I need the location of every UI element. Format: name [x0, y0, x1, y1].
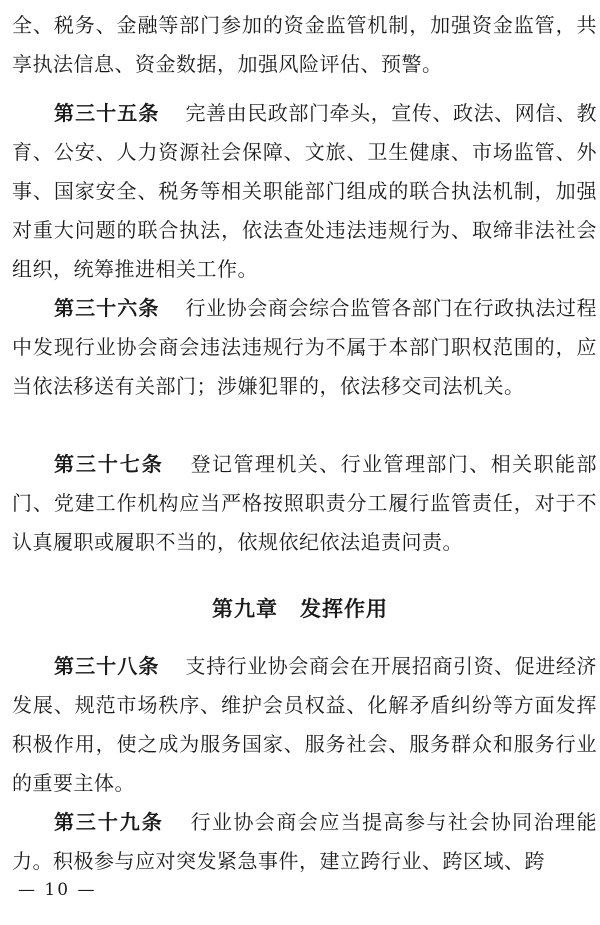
chapter-number: 第九章: [212, 597, 278, 621]
article-37: [12, 445, 597, 562]
article-number: 第三十七条: [54, 452, 164, 476]
continuation-paragraph: [12, 6, 597, 84]
article-number: 第三十八条: [54, 654, 160, 678]
article-text: 支持行业协会商会在开展招商引资、促进经济发展、规范市场秩序、维护会员权益、化解矛盾纠纷等方面发挥积极作用，使之成为服务国家、服务社会、服务群众和服务行业的重要主体。: [12, 654, 598, 795]
article-text: 完善由民政部门牵头，宣传、政法、网信、教育、公安、人力资源社会保障、文旅、卫生健康、市场监管、外事、国家安全、税务等相关职能部门组成的联合执法机制，加强对重大问题的联合执法，依法查处违法违规行为、取缔非法社会组织，统筹推进相关工作。: [12, 101, 598, 281]
article-number: 第三十九条: [54, 810, 164, 834]
article-38: [12, 647, 597, 803]
article-text: 行业协会商会应当提高参与社会协同治理能力。积极参与应对突发紧急事件，建立跨行业、跨区域、跨: [12, 810, 597, 873]
chapter-title: 发挥作用: [300, 597, 388, 621]
article-text: 行业协会商会综合监管各部门在行政执法过程中发现行业协会商会违法违规行为不属于本部门职权范围的，应当依法移送有关部门；涉嫌犯罪的，依法移交司法机关。: [12, 296, 598, 398]
article-36: [12, 289, 597, 406]
article-number: 第三十五条: [54, 101, 160, 125]
article-39: [12, 803, 597, 881]
chapter-heading: [0, 590, 600, 629]
paragraph-text: 全、税务、金融等部门参加的资金监管机制，加强资金监管，共享执法信息、资金数据，加强风险评估、预警。: [12, 13, 597, 76]
article-text: 登记管理机关、行业管理部门、相关职能部门、党建工作机构应当严格按照职责分工履行监管责任，对于不认真履职或履职不当的，依规依纪依法追责问责。: [12, 452, 597, 554]
article-number: 第三十六条: [54, 296, 160, 320]
article-35: [12, 94, 597, 289]
page-number: — 10 —: [18, 880, 97, 900]
